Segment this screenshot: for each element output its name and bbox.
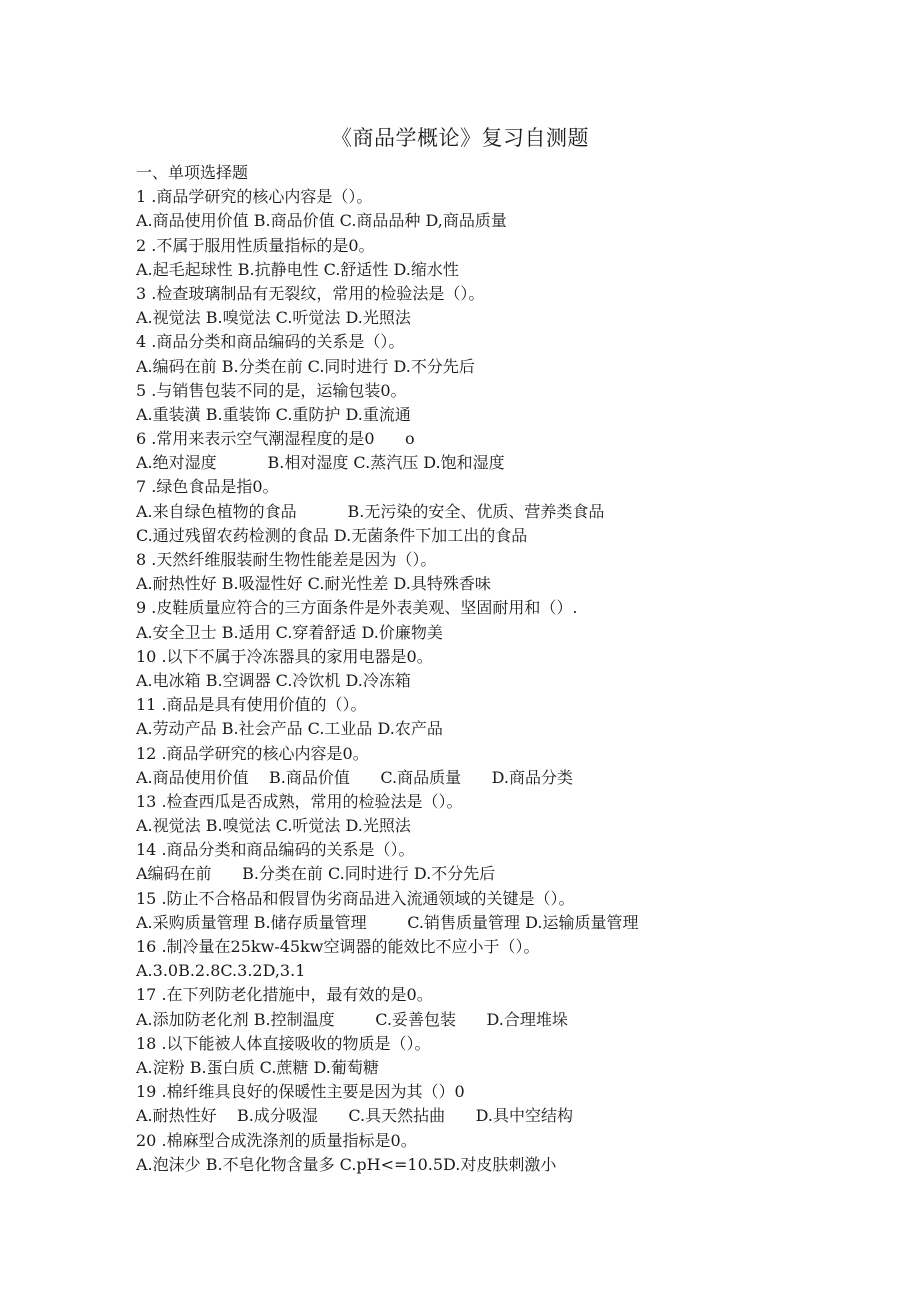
options-line: A.3.0B.2.8C.3.2D,3.1	[136, 961, 306, 981]
question-line: 7 .绿色食品是指0。	[136, 477, 279, 497]
options-line: A.泡沫少 B.不皂化物含量多 C.pH<=10.5D.对皮肤刺激小	[136, 1154, 557, 1174]
options-line: C.通过残留农药检测的食品 D.无菌条件下加工出的食品	[136, 525, 528, 545]
options-line: A.商品使用价值 B.商品价值 C.商品品种 D,商品质量	[136, 211, 507, 231]
options-line: A.耐热性好 B.吸湿性好 C.耐光性差 D.具特殊香味	[136, 574, 491, 594]
question-line: 2 .不属于服用性质量指标的是0。	[136, 235, 375, 255]
question-line: 14 .商品分类和商品编码的关系是（）。	[136, 840, 415, 860]
options-line: A编码在前 B.分类在前 C.同时进行 D.不分先后	[136, 864, 496, 884]
question-line: 1 .商品学研究的核心内容是（）。	[136, 187, 373, 207]
options-line: A.淀粉 B.蛋白质 C.蔗糖 D.葡萄糖	[136, 1057, 379, 1077]
question-line: 4 .商品分类和商品编码的关系是（）。	[136, 332, 405, 352]
section-heading: 一、单项选择题	[136, 163, 249, 182]
options-line: A.安全卫士 B.适用 C.穿着舒适 D.价廉物美	[136, 622, 443, 642]
question-line: 18 .以下能被人体直接吸收的物质是（）。	[136, 1033, 431, 1053]
question-line: 20 .棉麻型合成洗涤剂的质量指标是0。	[136, 1130, 417, 1150]
question-line: 3 .检查玻璃制品有无裂纹，常用的检验法是（）。	[136, 283, 485, 303]
question-line: 11 .商品是具有使用价值的（）。	[136, 695, 367, 715]
question-line: 16 .制冷量在25kw-45kw空调器的能效比不应小于（）。	[136, 937, 540, 956]
question-line: 15 .防止不合格品和假冒伪劣商品进入流通领域的关键是（）。	[136, 888, 575, 908]
options-line: A.视觉法 B.嗅觉法 C.听觉法 D.光照法	[136, 308, 411, 328]
options-line: A.视觉法 B.嗅觉法 C.听觉法 D.光照法	[136, 816, 411, 836]
options-line: A.耐热性好 B.成分吸湿 C.具天然拈曲 D.具中空结构	[136, 1106, 573, 1126]
options-line: A.采购质量管理 B.储存质量管理 C.销售质量管理 D.运输质量管理	[136, 912, 639, 932]
options-line: A.编码在前 B.分类在前 C.同时进行 D.不分先后	[136, 356, 475, 376]
question-line: 10 .以下不属于冷冻器具的家用电器是0。	[136, 646, 433, 666]
options-line: A.商品使用价值 B.商品价值 C.商品质量 D.商品分类	[136, 767, 573, 787]
question-line: 9 .皮鞋质量应符合的三方面条件是外表美观、坚固耐用和（）.	[136, 598, 578, 618]
question-line: 17 .在下列防老化措施中，最有效的是0。	[136, 985, 433, 1005]
options-line: A.来自绿色植物的食品 B.无污染的安全、优质、营养类食品	[136, 501, 605, 521]
options-line: A.电冰箱 B.空调器 C.冷饮机 D.冷冻箱	[136, 670, 411, 690]
question-line: 19 .棉纤维具良好的保暖性主要是因为其（）0	[136, 1082, 465, 1102]
question-list	[136, 161, 856, 1177]
question-line: 5 .与销售包装不同的是，运输包装0。	[136, 380, 407, 400]
question-line: 6 .常用来表示空气潮湿程度的是0 o	[136, 429, 415, 449]
options-line: A.添加防老化剂 B.控制温度 C.妥善包装 D.合理堆垛	[136, 1009, 568, 1029]
question-line: 13 .检查西瓜是否成熟，常用的检验法是（）。	[136, 791, 463, 811]
options-line: A.劳动产品 B.社会产品 C.工业品 D.农产品	[136, 719, 443, 739]
options-line: A.绝对湿度 B.相对湿度 C.蒸汽压 D.饱和湿度	[136, 453, 505, 473]
options-line: A.起毛起球性 B.抗静电性 C.舒适性 D.缩水性	[136, 259, 459, 279]
document-title: 《商品学概论》复习自测题	[331, 126, 589, 150]
question-line: 8 .天然纤维服装耐生物性能差是因为（）。	[136, 550, 437, 569]
question-line: 12 .商品学研究的核心内容是0。	[136, 743, 369, 763]
options-line: A.重装潢 B.重装饰 C.重防护 D.重流通	[136, 404, 411, 424]
